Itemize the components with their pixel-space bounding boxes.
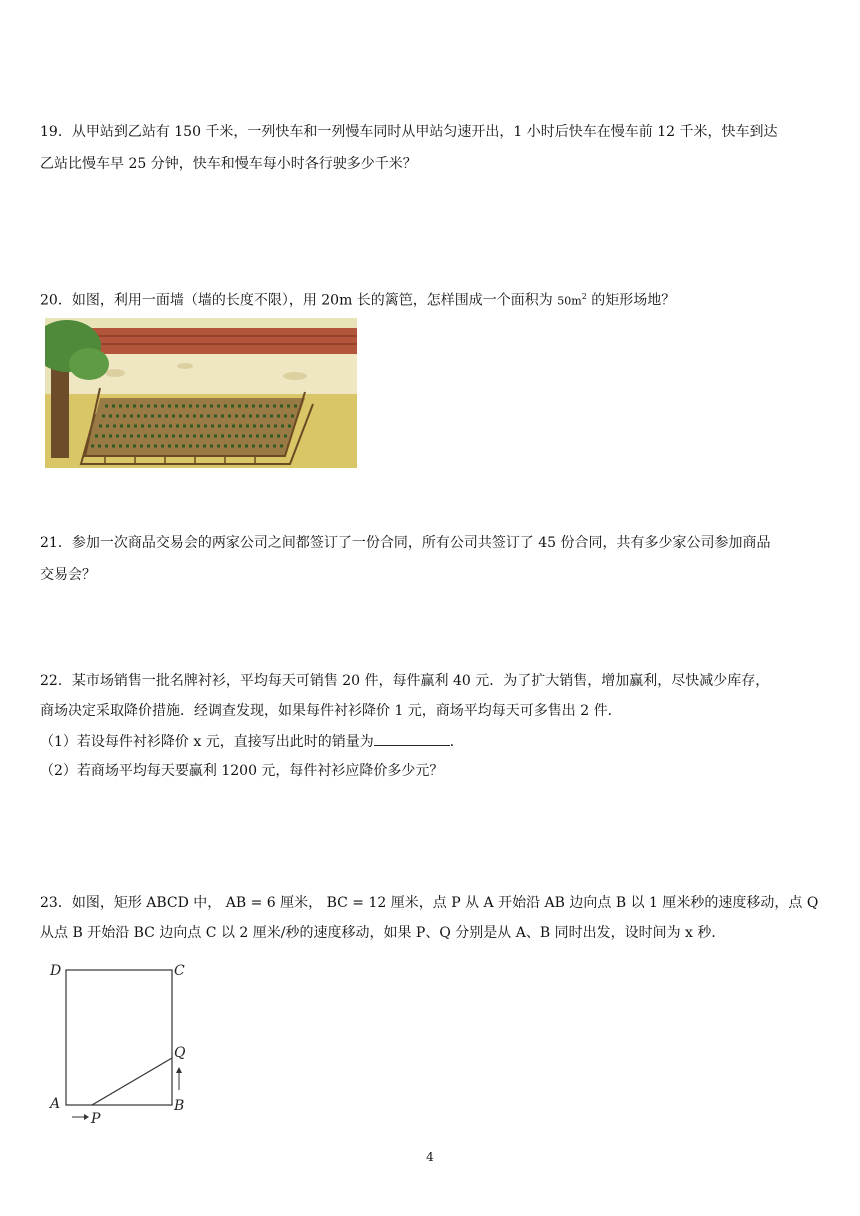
label-b: B — [174, 1098, 185, 1114]
label-d: D — [50, 963, 62, 979]
q22-sub-1-end: ． — [449, 734, 464, 750]
q19-line-1: 19．从甲站到乙站有 150 千米，一列快车和一列慢车同时从甲站匀速开出，1 小时后快车在慢车前 12 千米，快车到达 — [40, 124, 778, 140]
page-number: 4 — [426, 1150, 434, 1164]
label-c: C — [174, 963, 185, 979]
q21-line-2: 交易会？ — [40, 567, 96, 583]
label-q: Q — [174, 1045, 186, 1061]
q22-sub-1-text: （1）若设每件衬衫降价 x 元，直接写出此时的销量为 — [40, 734, 374, 750]
q20-text-pre: 20．如图，利用一面墙（墙的长度不限），用 20m 长的篱笆，怎样围成一个面积为 — [40, 292, 558, 309]
q22-sub-1 — [40, 731, 464, 752]
q21-line-1: 21．参加一次商品交易会的两家公司之间都签订了一份合同，所有公司共签订了 45 份合同，共有多少家公司参加商品 — [40, 535, 771, 551]
q19-line-2: 乙站比慢车早 25 分钟，快车和慢车每小时各行驶多少千米？ — [40, 156, 417, 172]
q20-area-value: 50m — [557, 294, 582, 308]
label-p: P — [91, 1111, 101, 1125]
q20-line-1 — [40, 287, 675, 312]
q22-sub-2: （2）若商场平均每天要赢利 1200 元，每件衬衫应降价多少元？ — [40, 763, 444, 779]
q20-text-post: 的矩形场地？ — [586, 292, 676, 309]
rectangle-abcd-diagram — [42, 955, 202, 1125]
answer-blank — [374, 731, 450, 746]
q22-line-1: 22．某市场销售一批名牌衬衫，平均每天可销售 20 件，每件赢利 40 元．为了扩大销售，增加赢利，尽快减少库存， — [40, 673, 770, 689]
q20-area-exponent: 2 — [581, 292, 587, 301]
q23-line-2: 从点 B 开始沿 BC 边向点 C 以 2 厘米/秒的速度移动，如果 P、Q 分别是从 A、B 同时出发，设时间为 x 秒． — [40, 925, 726, 941]
fence-wall-illustration — [45, 318, 357, 468]
q23-line-1: 23．如图，矩形 ABCD 中， AB = 6 厘米， BC = 12 厘米，点 P 从 A 开始沿 AB 边向点 B 以 1 厘米秒的速度移动，点 Q — [40, 895, 819, 911]
label-a: A — [50, 1096, 61, 1112]
q22-line-2: 商场决定采取降价措施．经调查发现，如果每件衬衫降价 1 元，商场平均每天可多售出 2 件． — [40, 703, 622, 719]
